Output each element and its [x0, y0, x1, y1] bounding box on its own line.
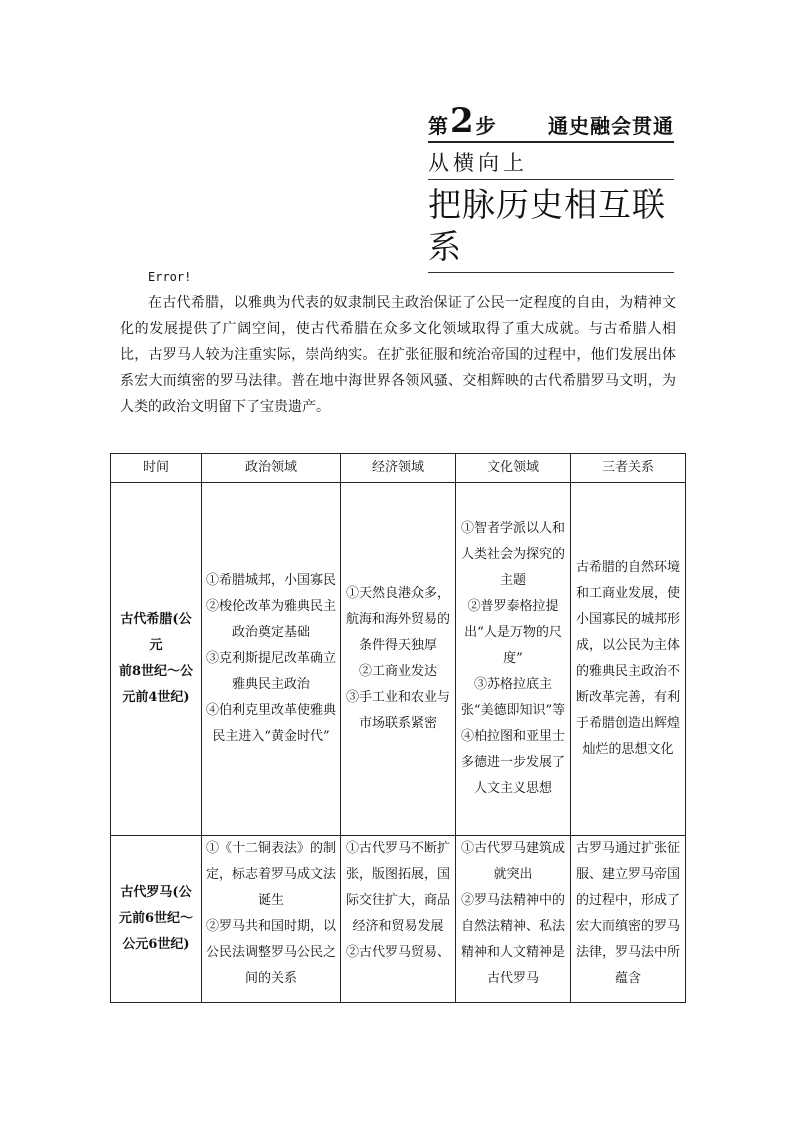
time-line: 公元6世纪) [122, 937, 190, 952]
subtitle-horizontal: 从横向上 [428, 147, 674, 180]
time-line: 元前6世纪～ [118, 911, 194, 926]
time-line: 古代罗马(公 [120, 885, 192, 900]
time-line: 元前4世纪) [122, 690, 190, 705]
step-title-line [428, 96, 674, 143]
cell-relation: 古罗马通过扩张征服、建立罗马帝国的过程中，形成了宏大而缜密的罗马法律，罗马法中所蕴含 [571, 836, 686, 1003]
table-row [111, 483, 686, 836]
header-relation: 三者关系 [571, 454, 686, 483]
cell-culture: ①智者学派以人和人类社会为探究的主题 ②普罗泰格拉提出“人是万物的尺度” ③苏格拉底主张“美德即知识”等 ④柏拉图和亚里士多德进一步发展了人文主义思想 [456, 483, 571, 836]
step-di: 第 [428, 114, 448, 138]
comparison-table [110, 453, 686, 1003]
time-line: 古代希腊(公元 [120, 612, 192, 653]
cell-politics: ①《十二铜表法》的制定，标志着罗马成文法诞生 ②罗马共和国时期，以公民法调整罗马公民之间的关系 [202, 836, 341, 1003]
step-number: 2 [450, 101, 474, 141]
header-politics: 政治领域 [202, 454, 341, 483]
header-time: 时间 [111, 454, 202, 483]
table-row [111, 836, 686, 1003]
step-label [428, 101, 496, 141]
header-economy: 经济领域 [341, 454, 456, 483]
section-header [428, 96, 674, 273]
cell-time [111, 836, 202, 1003]
error-label: Error! [148, 270, 192, 284]
time-line: 前8世纪～公 [118, 664, 194, 679]
cell-economy: ①天然良港众多，航海和海外贸易的条件得天独厚 ②工商业发达 ③手工业和农业与市场联系紧密 [341, 483, 456, 836]
cell-culture: ①古代罗马建筑成就突出 ②罗马法精神中的自然法精神、私法精神和人文精神是古代罗马 [456, 836, 571, 1003]
cell-economy: ①古代罗马不断扩张，版图拓展，国际交往扩大，商品经济和贸易发展 ②古代罗马贸易、 [341, 836, 456, 1003]
table-header-row [111, 454, 686, 483]
cell-politics: ①希腊城邦，小国寡民 ②梭伦改革为雅典民主政治奠定基础 ③克利斯提尼改革确立雅典民主政治 ④伯利克里改革使雅典民主进入“黄金时代” [202, 483, 341, 836]
cell-time [111, 483, 202, 836]
step-title: 通史融会贯通 [548, 114, 674, 138]
subtitle-main: 把脉历史相互联系 [428, 184, 674, 273]
step-bu: 步 [475, 114, 496, 138]
header-culture: 文化领域 [456, 454, 571, 483]
intro-paragraph: 在古代希腊，以雅典为代表的奴隶制民主政治保证了公民一定程度的自由，为精神文化的发展提供了广阔空间，使古代希腊在众多文化领域取得了重大成就。与古希腊人相比，古罗马人较为注重实际，崇尚纳实。在扩张征服和统治帝国的过程中，他们发展出体系宏大而缜密的罗马法律。普在地中海世界各领风骚、交相辉映的古代希腊罗马文明，为人类的政治文明留下了宝贵遗产。 [120, 295, 676, 415]
cell-relation: 古希腊的自然环境和工商业发展，使小国寡民的城邦形成，以公民为主体的雅典民主政治不断改革完善，有利于希腊创造出辉煌灿烂的思想文化 [571, 483, 686, 836]
